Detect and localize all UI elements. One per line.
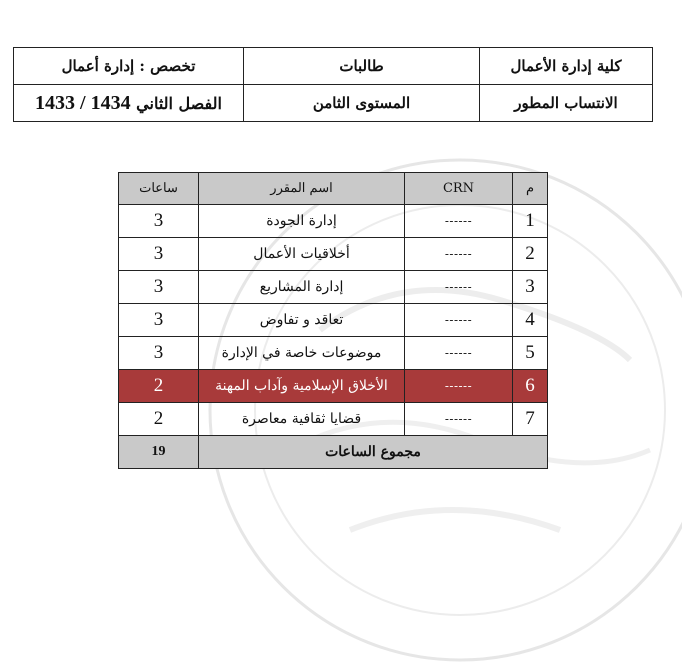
level-label: المستوى الثامن: [244, 85, 480, 122]
total-label: مجموع الساعات: [199, 436, 548, 469]
table-row: [119, 238, 548, 271]
semester-label: الفصل الثاني: [136, 93, 222, 113]
row-index: 4: [513, 304, 548, 337]
track-label: الانتساب المطور: [480, 85, 653, 122]
row-course: تعاقد و تفاوض: [199, 304, 405, 337]
table-header-row: [119, 173, 548, 205]
row-course: موضوعات خاصة في الإدارة: [199, 337, 405, 370]
semester-years: 1433 / 1434: [35, 91, 131, 114]
college-name: كلية إدارة الأعمال: [480, 48, 653, 85]
col-header-course: اسم المقرر: [199, 173, 405, 205]
row-crn: ------: [405, 370, 513, 403]
row-index: 1: [513, 205, 548, 238]
courses-table: [118, 172, 548, 469]
row-crn: ------: [405, 403, 513, 436]
total-hours: 19: [119, 436, 199, 469]
row-crn: ------: [405, 304, 513, 337]
row-course: إدارة المشاريع: [199, 271, 405, 304]
col-header-crn: CRN: [405, 173, 513, 205]
header-row-1: [14, 48, 653, 85]
students-label: طالبات: [244, 48, 480, 85]
col-header-hours: ساعات: [119, 173, 199, 205]
row-hours: 3: [119, 337, 199, 370]
semester-cell: [14, 85, 244, 122]
header-row-2: [14, 85, 653, 122]
row-hours: 2: [119, 370, 199, 403]
total-row: [119, 436, 548, 469]
row-course: الأخلاق الإسلامية وآداب المهنة: [199, 370, 405, 403]
table-row-highlighted: [119, 370, 548, 403]
row-index: 7: [513, 403, 548, 436]
row-index: 3: [513, 271, 548, 304]
row-hours: 3: [119, 238, 199, 271]
row-hours: 3: [119, 271, 199, 304]
row-course: أخلاقيات الأعمال: [199, 238, 405, 271]
row-crn: ------: [405, 238, 513, 271]
row-index: 6: [513, 370, 548, 403]
table-row: [119, 205, 548, 238]
row-crn: ------: [405, 337, 513, 370]
table-row: [119, 403, 548, 436]
row-index: 2: [513, 238, 548, 271]
col-header-index: م: [513, 173, 548, 205]
table-row: [119, 337, 548, 370]
row-index: 5: [513, 337, 548, 370]
row-hours: 3: [119, 205, 199, 238]
row-hours: 3: [119, 304, 199, 337]
table-row: [119, 271, 548, 304]
specialization-label: تخصص : إدارة أعمال: [14, 48, 244, 85]
row-hours: 2: [119, 403, 199, 436]
row-crn: ------: [405, 205, 513, 238]
row-crn: ------: [405, 271, 513, 304]
table-row: [119, 304, 548, 337]
row-course: قضايا ثقافية معاصرة: [199, 403, 405, 436]
row-course: إدارة الجودة: [199, 205, 405, 238]
header-info-table: [13, 47, 653, 122]
